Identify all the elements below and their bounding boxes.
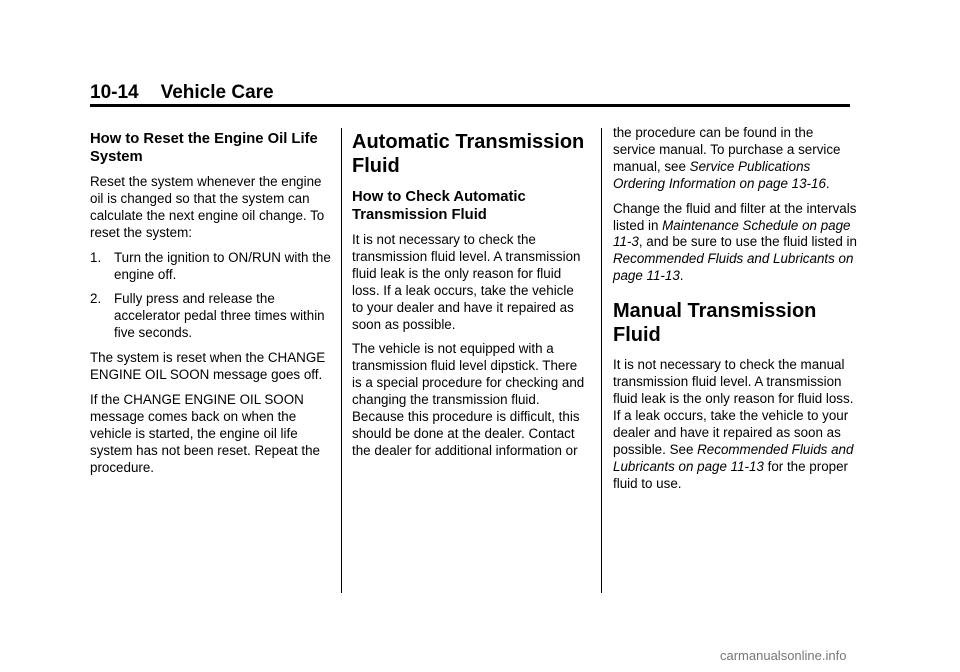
paragraph [613,201,859,286]
paragraph [613,125,859,193]
cross-reference-link[interactable]: Maintenance Schedule on page 11-3 [613,217,851,250]
cross-reference-link[interactable]: Recommended Fluids and Lubricants on page 11-13 [613,251,854,284]
list-item [90,250,335,284]
column-1 [90,130,335,485]
step-number: 1. [90,249,102,265]
paragraph: It is not necessary to check the transmission fluid level. A transmission fluid leak is the only reason for fluid loss. If a leak occurs, take the vehicle to your dealer and have it repaired as soon as possible. [352,232,581,332]
column-3 [613,125,859,500]
cross-reference-link[interactable]: Service Publications Ordering Information on page 13-16 [613,158,826,191]
step-text: Turn the ignition to ON/RUN with the engine off. [114,249,331,282]
section-title: Vehicle Care [160,82,274,103]
section-heading: How to Check Automatic Transmission Fluid [352,189,526,223]
text: for the proper fluid to use. [613,458,849,491]
column-divider [341,128,342,593]
paragraph: The system is reset when the CHANGE ENGINE OIL SOON message goes off. [90,350,326,383]
paragraph [613,357,859,492]
step-text: Fully press and release the accelerator pedal three times within five seconds. [114,291,325,341]
header-rule [90,104,850,107]
text: Change the fluid and filter at the intervals listed in [613,200,857,233]
column-2 [352,130,588,468]
paragraph: The vehicle is not equipped with a transmission fluid level dipstick. There is a special procedure for checking and changing the transmission fluid. Because this procedure is difficult, this should be done at the dealer. Contact the dealer for additional information or [352,341,585,458]
page-header [90,82,274,104]
watermark: carmanualsonline.info [720,648,847,663]
text: . [679,268,684,284]
paragraph: If the CHANGE ENGINE OIL SOON message comes back on when the vehicle is started, the engine oil life system has not been reset. Repeat the procedure. [90,391,321,475]
page-number: 10-14 [90,82,139,103]
section-title: Manual Transmission Fluid [613,300,817,347]
section-heading: How to Reset the Engine Oil Life System [90,131,318,165]
section-title: Automatic Transmission Fluid [352,131,585,177]
steps-list [90,250,335,343]
step-number: 2. [90,291,102,307]
text: the procedure can be found in the service manual. To purchase a service manual, see [613,125,841,174]
paragraph: Reset the system whenever the engine oil is changed so that the system can calculate the next engine oil change. To reset the system: [90,174,325,240]
list-item [90,291,335,342]
text: It is not necessary to check the manual transmission fluid level. A transmission fluid leak is the only reason for fluid loss. If a leak occurs, take the vehicle to your dealer and have it repaired as soon as possible. See [613,357,854,457]
text: , and be sure to use the fluid listed in [638,234,857,250]
text: . [825,175,830,191]
cross-reference-link[interactable]: Recommended Fluids and Lubricants on page 11-13 [613,441,854,474]
column-divider [601,128,602,593]
